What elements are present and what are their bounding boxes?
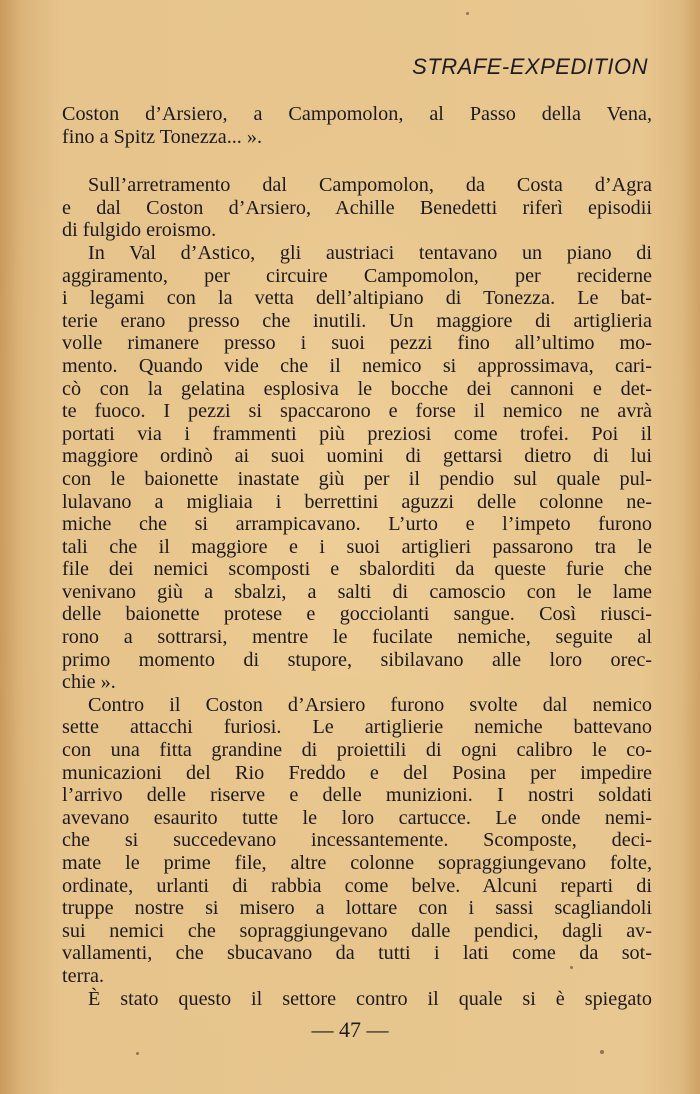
text-line: Contro il Coston d’Arsiero furono svolte dal nemico [88,693,652,716]
text-line: venivano giù a sbalzi, a salti di camoscio con le lame [62,580,652,603]
text-line: portati via i frammenti più preziosi come trofei. Poi il [62,422,652,445]
text-line: che si succedevano incessantemente. Scomposte, deci- [62,829,652,852]
text-line: Coston d’Arsiero, a Campomolon, al Passo della Vena, [62,103,652,125]
text-line: volle rimanere presso i suoi pezzi fino all’ultimo mo- [62,332,652,355]
text-line: terra. [62,964,105,987]
text-line: mento. Quando vide che il nemico si approssimava, cari- [62,354,652,377]
text-line: e dal Coston d’Arsiero, Achille Benedetti riferì episodii [62,196,652,219]
text-line: municazioni del Rio Freddo e del Posina per impedire [62,761,652,784]
text-line: mate le prime file, altre colonne sopraggiungevano folte, [62,852,652,874]
text-line: delle baionette protese e gocciolanti sangue. Così riusci- [62,603,652,626]
text-line: truppe nostre si misero a lottare con i sassi scagliandoli [62,897,652,920]
text-line: È stato questo il settore contro il quale si è spiegato [88,987,652,1010]
text-line: Sull’arretramento dal Campomolon, da Costa d’Agra [88,174,652,197]
paper-speck [136,1052,139,1055]
text-line: miche che si arrampicavano. L’urto e l’impeto furono [62,513,652,536]
text-line: terie erano presso che inutili. Un maggiore di artiglieria [62,309,652,332]
text-line: vallamenti, che sbucavano da tutti i lati come da sot- [62,942,652,965]
text-line: con le baionette inastate giù per il pendio sul quale pul- [62,467,652,490]
text-line: sette attacchi furiosi. Le artiglierie nemiche battevano [62,716,652,739]
text-line: l’arrivo delle riserve e delle munizioni. I nostri soldati [62,784,652,807]
text-line: maggiore ordinò ai suoi uomini di gettarsi dietro di lui [62,445,652,468]
text-line: cò con la gelatina esplosiva le bocche dei cannoni e det- [62,377,652,400]
page-number: — 47 — [311,1017,389,1042]
text-line: di fulgido eroismo. [62,219,217,242]
text-line: In Val d’Astico, gli austriaci tentavano un piano di [88,241,652,264]
paper-speck [600,1050,604,1054]
text-line: con una fitta grandine di proiettili di ogni calibro le co- [62,739,652,762]
text-line: rono a sottrarsi, mentre le fucilate nemiche, seguite al [62,626,652,649]
running-header: STRAFE-EXPEDITION [412,54,648,79]
text-line: te fuoco. I pezzi si spaccarono e forse il nemico ne avrà [62,400,652,423]
paragraph-gap [62,148,652,174]
paper-speck [570,966,573,969]
text-line: lulavano a migliaia i berrettini aguzzi delle colonne ne- [62,490,652,513]
text-line: aggiramento, per circuire Campomolon, per reciderne [62,264,652,287]
text-line: ordinate, urlanti di rabbia come belve. Alcuni reparti di [62,874,652,897]
paper-speck [466,12,469,15]
text-line: i legami con la vetta dell’altipiano di Tonezza. Le bat- [62,287,652,310]
text-line: chie ». [62,671,116,694]
text-line: file dei nemici scomposti e sbalorditi da queste furie che [62,558,652,581]
text-line: primo momento di stupore, sibilavano alle loro orec- [62,648,652,671]
text-line: avevano esaurito tutte le loro cartucce. Le onde nemi- [62,806,652,829]
text-line: fino a Spitz Tonezza... ». [62,125,263,148]
text-line: sui nemici che sopraggiungevano dalle pendici, dagli av- [62,919,652,942]
text-line: tali che il maggiore e i suoi artiglieri passarono tra le [62,535,652,558]
body-text [62,103,652,1010]
